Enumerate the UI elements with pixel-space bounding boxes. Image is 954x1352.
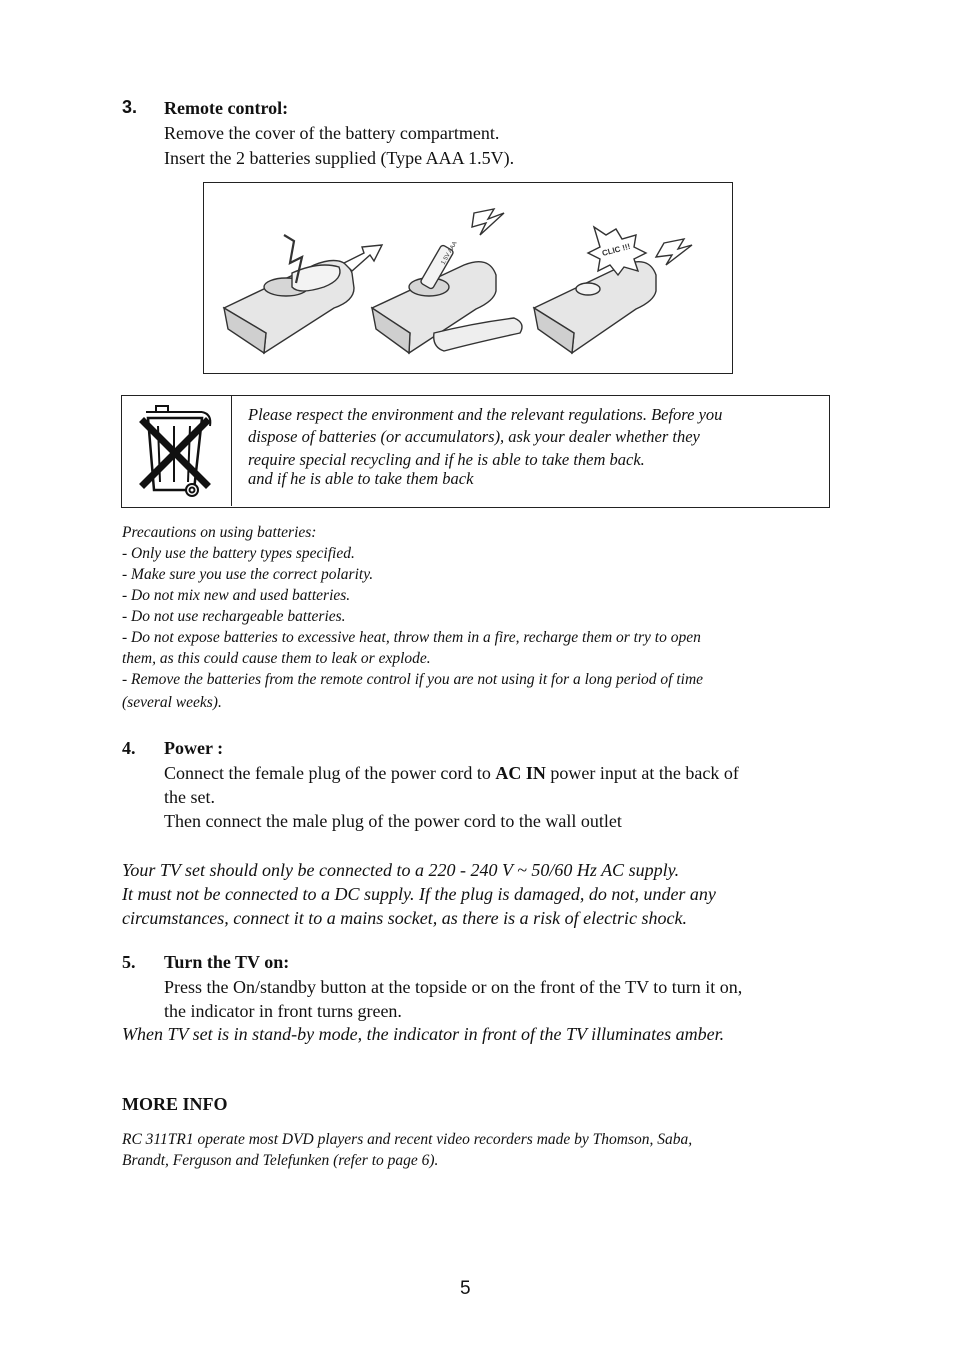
- step-5-line-2: the indicator in front turns green.: [164, 1001, 402, 1021]
- remote-battery-insert-icon: [372, 209, 522, 353]
- svg-text:1.5V AAA: 1.5V AAA: [440, 240, 459, 266]
- precaution-item: - Only use the battery types specified.: [122, 545, 355, 562]
- remote-cover-closed-icon: [534, 227, 692, 353]
- svg-text:CLIC !!!: CLIC !!!: [601, 241, 632, 258]
- page-number: 5: [460, 1278, 471, 1299]
- standby-note: When TV set is in stand-by mode, the indicator in front of the TV illuminates amber.: [122, 1024, 725, 1044]
- notice-line-2: dispose of batteries (or accumulators), ask your dealer whether they: [248, 427, 700, 446]
- battery-insertion-drawing: [204, 183, 731, 372]
- notice-line-4: and if he is able to take them back: [248, 469, 474, 488]
- step-3-line-1: Remove the cover of the battery compartment.: [164, 123, 500, 143]
- step-4-text-after: power input at the back of: [545, 763, 739, 783]
- remote-cover-open-icon: [224, 235, 382, 353]
- step-4-line-3: Then connect the male plug of the power cord to the wall outlet: [164, 811, 622, 831]
- precaution-item: - Remove the batteries from the remote control if you are not using it for a long period of time: [122, 671, 704, 688]
- more-info-line-2: Brandt, Ferguson and Telefunken (refer to page 6).: [122, 1152, 439, 1169]
- supply-warning: [122, 858, 842, 930]
- notice-icon-cell: [122, 396, 232, 506]
- precaution-item: them, as this could cause them to leak or explode.: [122, 650, 431, 667]
- notice-line-1: Please respect the environment and the relevant regulations. Before you: [248, 405, 723, 424]
- ac-in-label: AC IN: [495, 763, 546, 783]
- battery-insertion-illustration: [203, 182, 733, 374]
- supply-warning-line-1: Your TV set should only be connected to a 220 - 240 V ~ 50/60 Hz AC supply.: [122, 860, 680, 880]
- notice-line-3: require special recycling and if he is able to take them back.: [248, 450, 645, 469]
- step-4-text-before: Connect the female plug of the power cord to: [164, 763, 496, 783]
- step-4-line-1: [164, 761, 844, 785]
- precautions-list: [122, 522, 842, 713]
- more-info-line-1: RC 311TR1 operate most DVD players and recent video recorders made by Thomson, Saba,: [122, 1131, 693, 1148]
- step-5-title: Turn the TV on:: [164, 952, 290, 972]
- step-4-line-2: the set.: [164, 787, 215, 807]
- precaution-item: (several weeks).: [122, 694, 222, 711]
- precaution-item: - Do not expose batteries to excessive heat, throw them in a fire, recharge them or try to open: [122, 629, 701, 646]
- step-3-number: 3.: [122, 97, 138, 117]
- more-info-title: MORE INFO: [122, 1094, 228, 1114]
- more-info-text: [122, 1129, 842, 1171]
- step-4-number: 4.: [122, 738, 136, 758]
- precaution-item: - Make sure you use the correct polarity.: [122, 566, 374, 583]
- crossed-out-bin-icon: [122, 396, 230, 504]
- precaution-item: - Do not mix new and used batteries.: [122, 587, 351, 604]
- step-5-number: 5.: [122, 952, 136, 972]
- environment-notice: [121, 395, 830, 508]
- notice-text: [248, 404, 818, 490]
- supply-warning-line-2: It must not be connected to a DC supply. If the plug is damaged, do not, under any: [122, 884, 716, 904]
- precaution-item: - Do not use rechargeable batteries.: [122, 608, 346, 625]
- step-3-line-2: Insert the 2 batteries supplied (Type AAA 1.5V).: [164, 148, 515, 168]
- step-3-title: Remote control:: [164, 98, 289, 118]
- step-4-title: Power :: [164, 738, 224, 758]
- step-5-line-1: Press the On/standby button at the topside or on the front of the TV to turn it on,: [164, 977, 743, 997]
- precautions-title: Precautions on using batteries:: [122, 524, 317, 541]
- supply-warning-line-3: circumstances, connect it to a mains socket, as there is a risk of electric shock.: [122, 908, 688, 928]
